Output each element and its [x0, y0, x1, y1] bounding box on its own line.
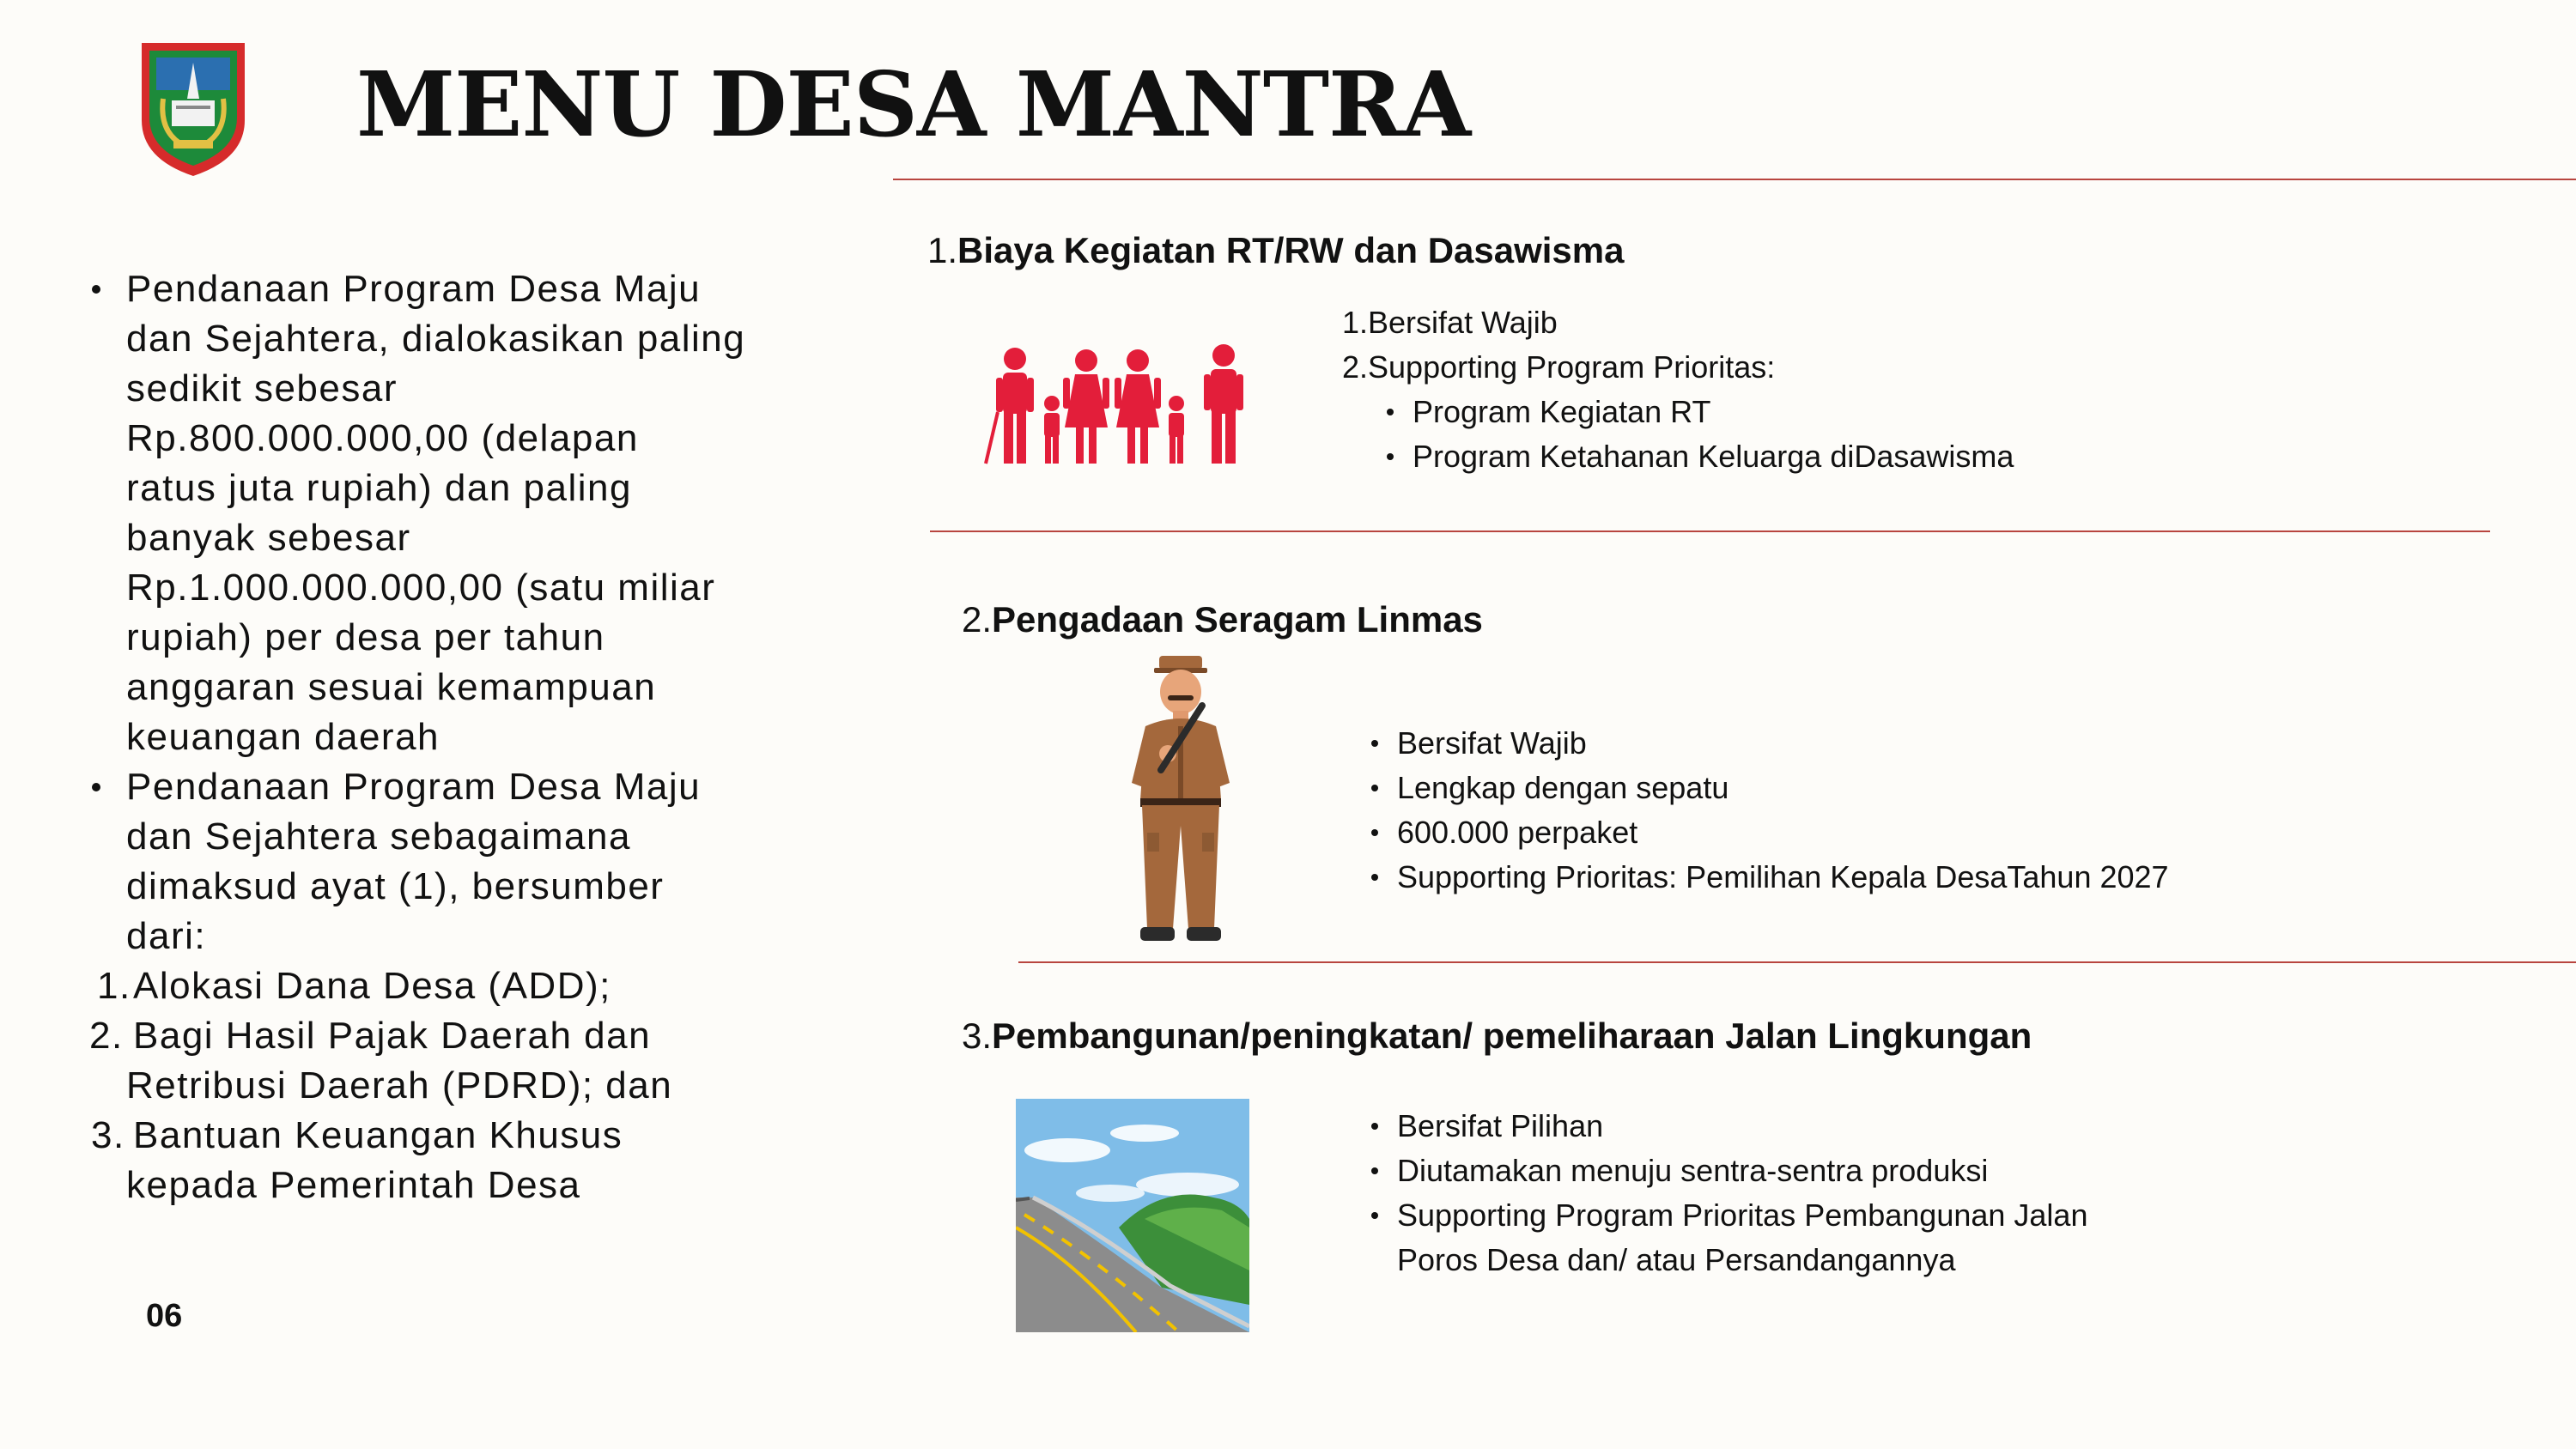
section-item: Diutamakan menuju sentra-sentra produksi [1397, 1149, 2087, 1193]
list-item: Retribusi Daerah (PDRD); dan [126, 1064, 673, 1106]
sub-item: Program Kegiatan RT [1413, 390, 2014, 434]
section-number: 2. [962, 599, 993, 640]
text-line: anggaran sesuai kemampuan [126, 666, 657, 708]
section-2-title [962, 599, 1483, 640]
section-number: 3. [962, 1016, 993, 1056]
text-line: dan Sejahtera sebagaimana [126, 815, 631, 858]
section-item: Bersifat Wajib [1397, 721, 2169, 766]
list-number: 3. [91, 1114, 125, 1156]
sub-item: Program Ketahanan Keluarga diDasawisma [1413, 434, 2014, 479]
section-divider [1018, 961, 2576, 963]
list-item: Bantuan Keuangan Khusus [133, 1114, 623, 1156]
bullet-line: Pendanaan Program Desa Maju [126, 264, 701, 314]
regional-emblem-logo [137, 39, 249, 180]
text-line: Rp.1.000.000.000,00 (satu miliar [126, 567, 716, 609]
text-line: ratus juta rupiah) dan paling [126, 467, 632, 509]
section-item: Bersifat Pilihan [1397, 1104, 2087, 1149]
section-1-title [927, 230, 1625, 271]
guard-icon [1116, 654, 1245, 946]
text-line: Rp.800.000.000,00 (delapan [126, 417, 639, 459]
section-item: Lengkap dengan sepatu [1397, 766, 2169, 810]
road-image [1016, 1099, 1249, 1332]
section-item: 600.000 perpaket [1397, 810, 2169, 855]
section-number: 1. [927, 230, 958, 270]
page-title: MENU DESA MANTRA [356, 52, 1471, 157]
list-item: Alokasi Dana Desa (ADD); [133, 965, 611, 1007]
section-item: 1.Bersifat Wajib [1342, 305, 1558, 340]
section-3-title [962, 1016, 2032, 1057]
section-2-items [1397, 721, 2169, 900]
section-3-items [1397, 1104, 2087, 1282]
text-line: rupiah) per desa per tahun [126, 616, 605, 658]
section-1-subitems [1413, 390, 2014, 479]
section-item-continuation: Poros Desa dan/ atau Persandangannya [1397, 1242, 1956, 1277]
section-heading: Biaya Kegiatan RT/RW dan Dasawisma [957, 230, 1625, 270]
text-line: sedikit sebesar [126, 367, 398, 409]
text-line: dimaksud ayat (1), bersumber [126, 865, 665, 907]
header-divider [893, 179, 2576, 180]
section-item: 2.Supporting Program Prioritas: [1342, 349, 1776, 385]
section-heading: Pembangunan/peningkatan/ pemeliharaan Jalan Lingkungan [992, 1016, 2032, 1056]
list-item: Bagi Hasil Pajak Daerah dan [133, 1015, 652, 1057]
bullet-line: Pendanaan Program Desa Maju [126, 762, 701, 812]
family-icon [979, 343, 1254, 468]
list-number: 1. [97, 965, 131, 1007]
section-item: Supporting Prioritas: Pemilihan Kepala DesaTahun 2027 [1397, 855, 2169, 900]
page-number: 06 [146, 1298, 183, 1334]
section-heading: Pengadaan Seragam Linmas [992, 599, 1483, 640]
list-item: kepada Pemerintah Desa [126, 1164, 581, 1206]
text-line: keuangan daerah [126, 716, 440, 758]
section-divider [930, 530, 2490, 532]
section-item: Supporting Program Prioritas Pembangunan Jalan [1397, 1193, 2087, 1238]
section-1-items [1342, 300, 1775, 390]
text-line: banyak sebesar [126, 517, 411, 559]
text-line: dan Sejahtera, dialokasikan paling [126, 318, 746, 360]
list-number: 2. [89, 1015, 124, 1057]
text-line: dari: [126, 915, 207, 957]
